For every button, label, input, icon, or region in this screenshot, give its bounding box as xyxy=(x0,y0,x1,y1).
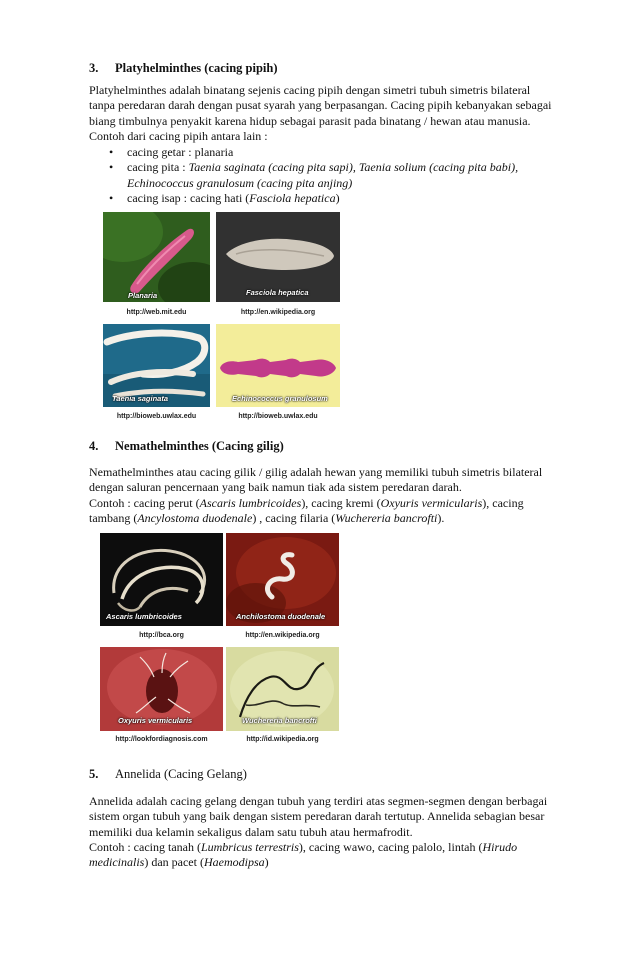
section-4-number: 4. xyxy=(89,439,99,453)
section-5-number: 5. xyxy=(89,767,99,781)
image-source: http://bioweb.uwlax.edu xyxy=(116,413,197,420)
image-caption: Taenia saginata xyxy=(112,394,168,403)
planaria-photo xyxy=(103,212,210,302)
list-item: • cacing getar : planaria xyxy=(89,145,559,160)
text-run: ). xyxy=(437,510,445,525)
list-item xyxy=(89,160,559,191)
paragraph-line xyxy=(89,511,579,526)
image-source: http://bioweb.uwlax.edu xyxy=(238,413,318,420)
image-source: http://id.wikipedia.org xyxy=(246,736,319,743)
section-3-heading xyxy=(89,61,278,76)
paragraph-line: Nemathelminthes atau cacing gilik / gilig adalah hewan yang memiliki tubuh simetris bilateral xyxy=(89,465,543,479)
text-run: ), cacing xyxy=(482,495,524,510)
paragraph-line xyxy=(89,855,579,870)
species-name: Hirudo xyxy=(482,839,518,854)
section-5-title: Annelida (Cacing Gelang) xyxy=(115,767,247,781)
section-4-title: Nemathelminthes (Cacing gilig) xyxy=(115,439,284,453)
section-5-paragraph xyxy=(89,794,579,870)
bullet-prefix: cacing isap : cacing hati ( xyxy=(127,190,250,205)
section-3-bullet-list xyxy=(89,145,559,206)
paragraph-line xyxy=(89,840,579,855)
image-source: http://en.wikipedia.org xyxy=(240,309,316,316)
species-name: Ancylostoma duodenale xyxy=(137,510,253,525)
image-source: http://bca.org xyxy=(139,632,184,639)
image-caption: Anchilostoma duodenale xyxy=(236,612,326,621)
bullet-prefix: cacing pita : xyxy=(127,160,189,175)
text-run: ) xyxy=(264,855,269,870)
paragraph-line: Contoh dari cacing pipih antara lain : xyxy=(89,128,268,143)
paragraph-line: Annelida adalah cacing gelang dengan tubuh yang terdiri atas segmen-segmen dengan berbagai xyxy=(89,794,548,808)
section-3-number: 3. xyxy=(89,61,99,75)
species-name: Ascaris lumbricoides xyxy=(199,495,302,510)
species-names: Echinococcus granulosum (cacing pita anjing) xyxy=(127,175,353,190)
section-4-paragraph xyxy=(89,465,579,526)
species-name: Oxyuris vermicularis xyxy=(380,495,483,510)
paragraph-line xyxy=(89,496,579,511)
image-caption: Planaria xyxy=(128,291,158,300)
image-source: http://en.wikipedia.org xyxy=(245,632,320,639)
paragraph-line: biang timbulnya penyakit karena hidup sebagai parasit pada binatang / hewan atau manusia. xyxy=(89,113,531,128)
paragraph-line: dengan saluran pencernaan yang baik namun tiak ada sistem peredaran darah. xyxy=(89,480,462,495)
image-caption: Oxyuris vermicularis xyxy=(118,716,193,725)
section-3-title: Platyhelminthes (cacing pipih) xyxy=(115,61,278,75)
image-caption: Fasciola hepatica xyxy=(246,288,309,297)
species-name: Fasciola hepatica xyxy=(249,190,336,205)
text-run: Contoh : cacing tanah ( xyxy=(89,839,201,854)
image-caption: Wuchereria bancrofti xyxy=(242,716,317,725)
paragraph-line: memiliki dua kelamin sekaligus dalam satu tubuh atau hermafrodit. xyxy=(89,824,413,839)
paragraph-line: Platyhelminthes adalah binatang sejenis cacing pipih dengan simetri tubuh simetris bilateral xyxy=(89,83,531,97)
bullet-suffix: ) xyxy=(335,190,340,205)
text-run: ), cacing wawo, cacing palolo, lintah ( xyxy=(298,839,483,854)
list-item xyxy=(89,191,559,206)
species-name: Haemodipsa xyxy=(203,855,265,870)
paragraph-line: sistem organ tubuh yang baik dengan sistem peredaran darah tertutup. Annelida sebagian besar xyxy=(89,809,545,824)
text-run: ), cacing kremi ( xyxy=(301,495,381,510)
section-3-paragraph xyxy=(89,83,579,144)
section-5-heading xyxy=(89,767,247,782)
image-caption: Echinococcus granulosum xyxy=(232,394,328,403)
species-names: Taenia saginata (cacing pita sapi), Taenia solium (cacing pita babi), xyxy=(188,160,519,175)
species-name: Lumbricus terrestris xyxy=(200,839,299,854)
section-4-heading xyxy=(89,439,284,454)
text-run: tambang ( xyxy=(89,510,138,525)
image-source: http://lookfordiagnosis.com xyxy=(115,736,208,743)
text-run: ) , cacing filaria ( xyxy=(252,510,336,525)
text-run: Contoh : cacing perut ( xyxy=(89,495,200,510)
paragraph-line: tanpa peredaran darah dengan pusat syarah yang berpasangan. Cacing pipih kebanyakan sebagai xyxy=(89,98,552,113)
image-source: http://web.mit.edu xyxy=(126,309,187,316)
species-name: Wuchereria bancrofti xyxy=(335,510,438,525)
species-name: medicinalis xyxy=(89,855,145,870)
text-run: ) dan pacet ( xyxy=(144,855,204,870)
image-caption: Ascaris lumbricoides xyxy=(106,612,182,621)
